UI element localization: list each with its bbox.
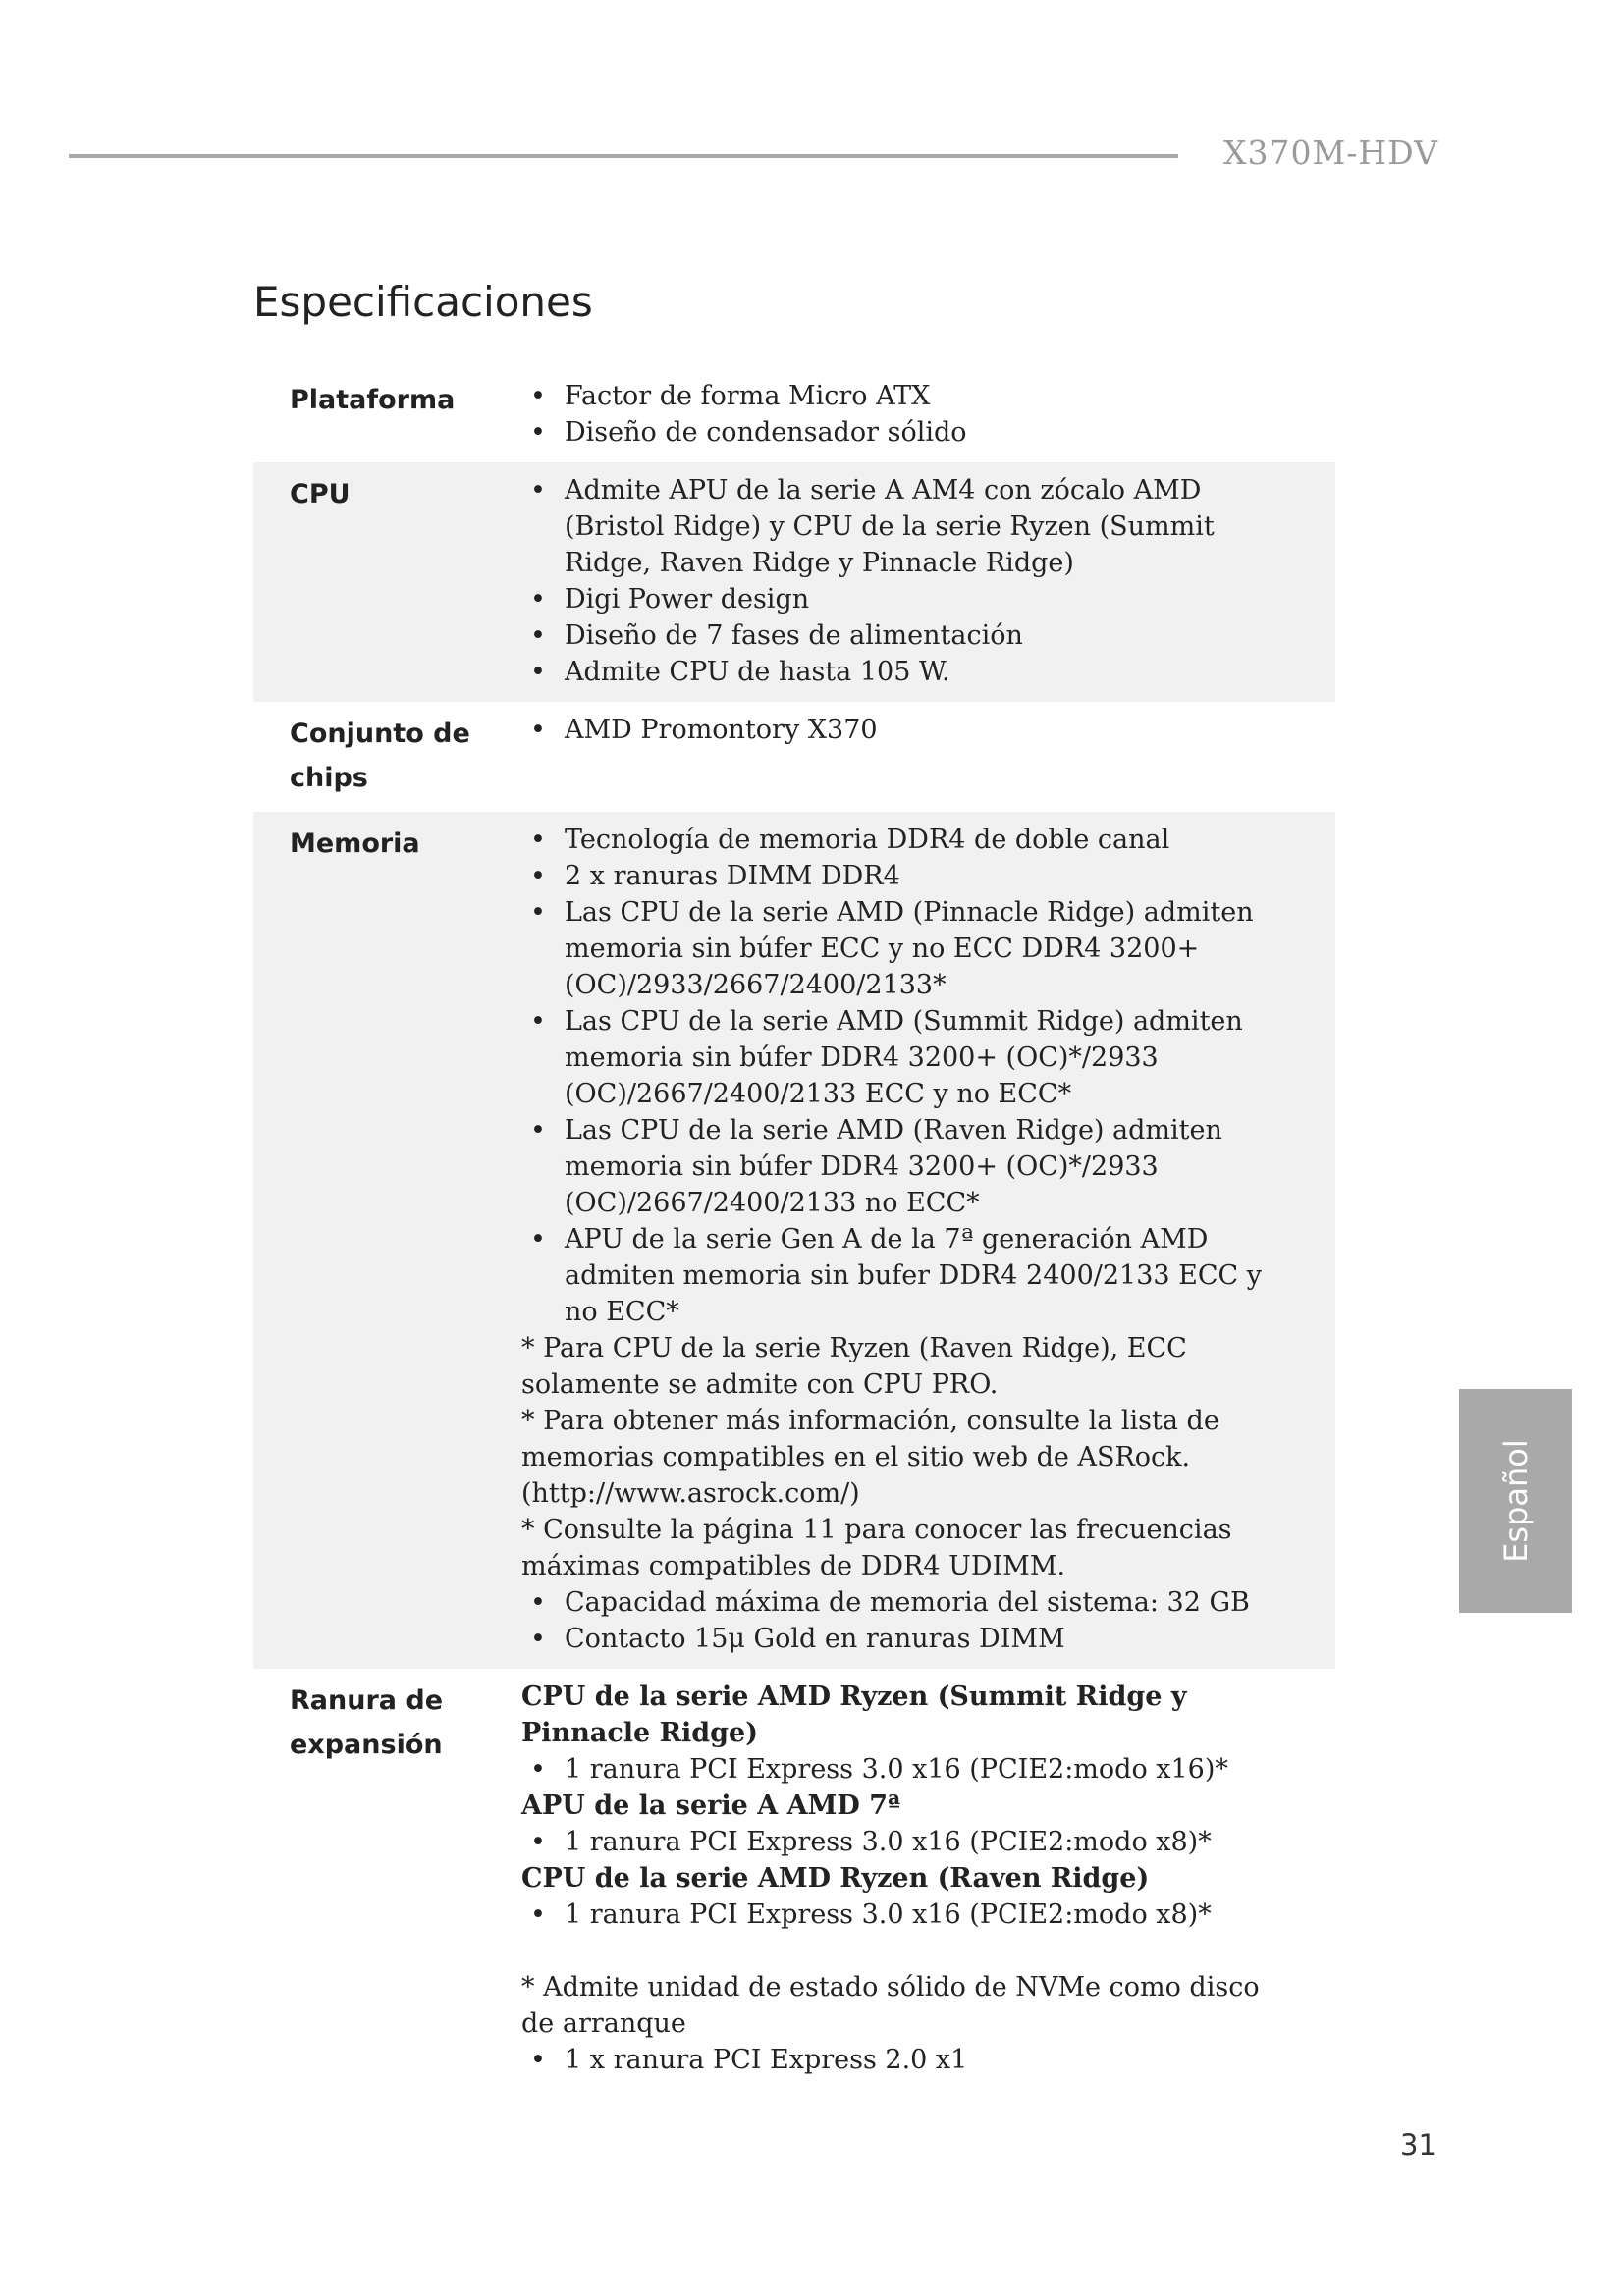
list-item: • Contacto 15μ Gold en ranuras DIMM <box>521 1621 1297 1657</box>
spec-label <box>253 712 521 800</box>
list-item: • 1 ranura PCI Express 3.0 x16 (PCIE2:modo x16)* <box>521 1751 1297 1788</box>
list-item: • 2 x ranuras DIMM DDR4 <box>521 858 1297 894</box>
cpu-group-heading: CPU de la serie AMD Ryzen (Raven Ridge) <box>521 1863 1150 1894</box>
spec-label-line: Ranura de <box>290 1685 444 1716</box>
language-tab <box>1459 1389 1572 1613</box>
spec-content <box>521 378 1297 451</box>
list-item: • Las CPU de la serie AMD (Pinnacle Ridge) admiten memoria sin búfer ECC y no ECC DDR4 3200+(OC)/2933/2667/2400/2133* <box>521 894 1297 1003</box>
header-rule <box>69 154 1178 158</box>
spec-row-memoria <box>253 812 1335 1669</box>
spec-label: Plataforma <box>290 385 456 415</box>
spec-row-cpu <box>253 462 1335 702</box>
list-item: • Capacidad máxima de memoria del sistema: 32 GB <box>521 1584 1297 1621</box>
spec-content <box>521 1679 1297 2078</box>
language-tab-label: Español <box>1496 1439 1535 1563</box>
model-name: X370M-HDV <box>1223 133 1438 172</box>
list-item: • APU de la serie Gen A de la 7ª generación AMD admiten memoria sin bufer DDR4 2400/2133 ECC y no ECC* <box>521 1221 1297 1330</box>
list-item: • Digi Power design <box>521 581 1297 617</box>
spec-table <box>253 368 1335 2090</box>
list-item: • Factor de forma Micro ATX <box>521 378 1297 414</box>
spec-label: Memoria <box>290 828 420 859</box>
list-item: • Las CPU de la serie AMD (Summit Ridge) admiten memoria sin búfer DDR4 3200+ (OC)*/2933 (OC)/2667/2400/2133 ECC y no ECC* <box>521 1003 1297 1112</box>
list-item: • Las CPU de la serie AMD (Raven Ridge) admiten memoria sin búfer DDR4 3200+ (OC)*/2933 (OC)/2667/2400/2133 no ECC* <box>521 1112 1297 1221</box>
list-item: • 1 ranura PCI Express 3.0 x16 (PCIE2:modo x8)* <box>521 1896 1297 1933</box>
spacer <box>521 1933 1297 1969</box>
spec-content <box>521 472 1297 690</box>
list-item: • Diseño de 7 fases de alimentación <box>521 617 1297 654</box>
spec-row-ranura <box>253 1669 1335 2090</box>
spec-content <box>521 712 1297 800</box>
footnote: * Admite unidad de estado sólido de NVMe como disco de arranque <box>521 1972 1260 2039</box>
cpu-group-heading: CPU de la serie AMD Ryzen (Summit Ridge y Pinnacle Ridge) <box>521 1682 1187 1748</box>
list-item: • AMD Promontory X370 <box>521 712 1297 748</box>
cpu-group-heading: APU de la serie A AMD 7ª <box>521 1790 901 1821</box>
spec-content <box>521 822 1297 1657</box>
spec-label: CPU <box>290 479 351 509</box>
page-title: Especificaciones <box>253 278 593 326</box>
spec-label-line: Conjunto de <box>290 719 470 749</box>
spec-row-chipset <box>253 702 1335 812</box>
list-item: • 1 ranura PCI Express 3.0 x16 (PCIE2:modo x8)* <box>521 1824 1297 1860</box>
footnote: * Para obtener más información, consulte la lista de memorias compatibles en el sitio web de ASRock. (http://www.asrock.com/) <box>521 1406 1219 1509</box>
footnote: * Consulte la página 11 para conocer las frecuencias máximas compatibles de DDR4 UDIMM. <box>521 1515 1232 1581</box>
list-item: • 1 x ranura PCI Express 2.0 x1 <box>521 2042 1297 2078</box>
list-item: • Admite APU de la serie A AM4 con zócalo AMD (Bristol Ridge) y CPU de la serie Ryzen (Summit Ridge, Raven Ridge y Pinnacle Ridge) <box>521 472 1297 581</box>
spec-label-line: expansión <box>290 1730 443 1760</box>
list-item: • Tecnología de memoria DDR4 de doble canal <box>521 822 1297 858</box>
footnote: * Para CPU de la serie Ryzen (Raven Ridge), ECC solamente se admite con CPU PRO. <box>521 1333 1187 1400</box>
spec-row-plataforma <box>253 368 1335 462</box>
spec-label-line: chips <box>290 763 368 793</box>
list-item: • Admite CPU de hasta 105 W. <box>521 654 1297 690</box>
spec-label <box>253 1679 521 2078</box>
page-number: 31 <box>1400 2128 1436 2162</box>
list-item: • Diseño de condensador sólido <box>521 414 1297 451</box>
